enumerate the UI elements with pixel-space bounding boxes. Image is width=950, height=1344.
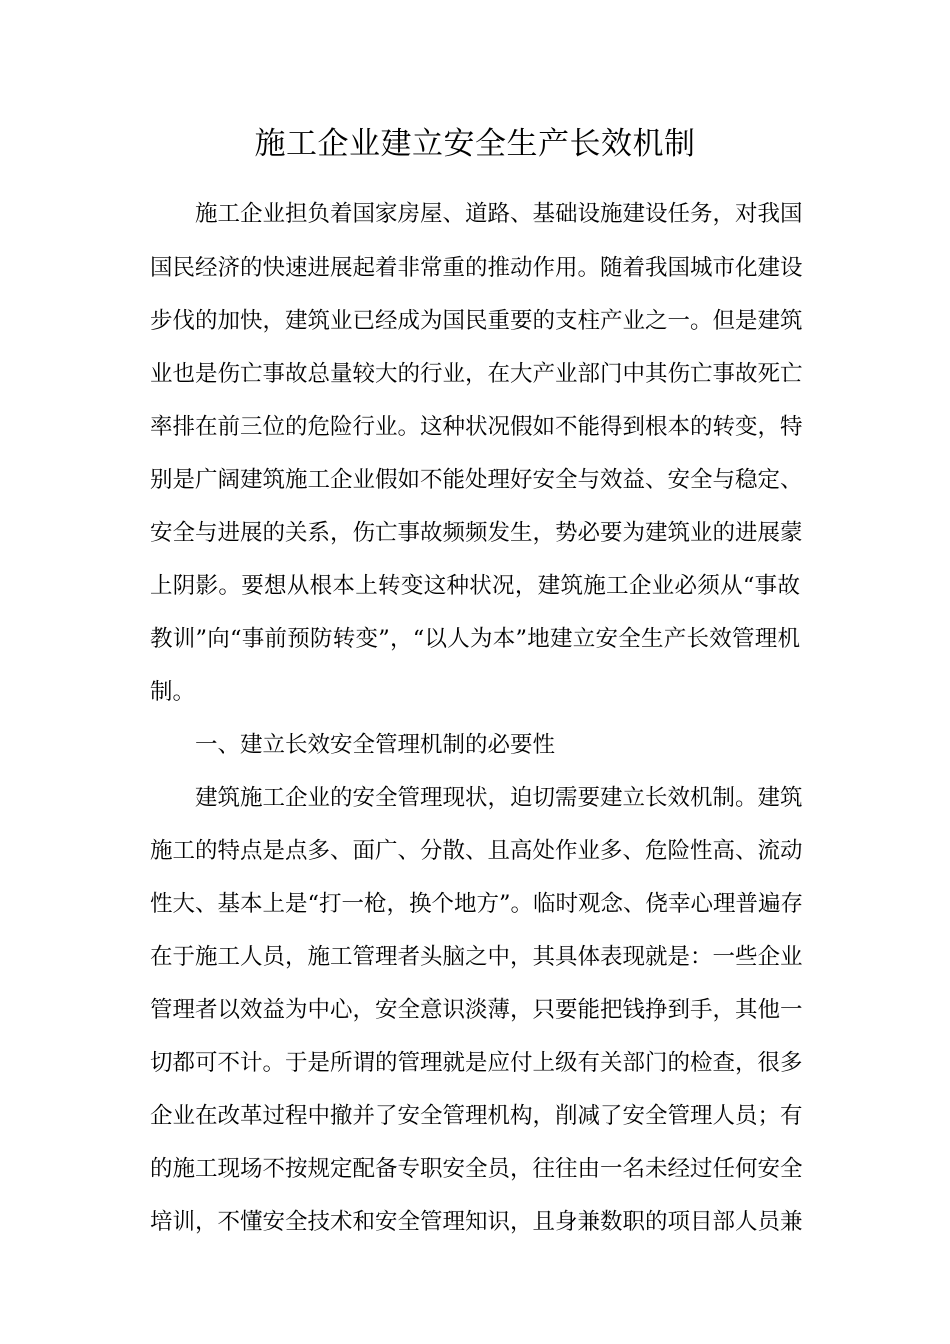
section-heading: 一、建立长效安全管理机制的必要性 bbox=[195, 732, 556, 758]
paragraph-line: 别是广阔建筑施工企业假如不能处理好安全与效益、安全与稳定、 bbox=[150, 467, 803, 493]
paragraph-line: 安全与进展的关系，伤亡事故频频发生，势必要为建筑业的进展蒙 bbox=[150, 520, 803, 546]
paragraph-line: 业也是伤亡事故总量较大的行业，在大产业部门中其伤亡事故死亡 bbox=[150, 361, 803, 387]
paragraph-line: 在于施工人员，施工管理者头脑之中，其具体表现就是：一些企业 bbox=[150, 944, 803, 970]
paragraph-line: 企业在改革过程中撤并了安全管理机构，削减了安全管理人员；有 bbox=[150, 1103, 803, 1129]
paragraph-line: 步伐的加快，建筑业已经成为国民重要的支柱产业之一。但是建筑 bbox=[150, 308, 803, 334]
paragraph-line: 培训，不懂安全技术和安全管理知识，且身兼数职的项目部人员兼 bbox=[150, 1209, 803, 1235]
paragraph-line: 建筑施工企业的安全管理现状，迫切需要建立长效机制。建筑 bbox=[195, 785, 803, 811]
document-title: 施工企业建立安全生产长效机制 bbox=[254, 126, 696, 162]
paragraph-line: 管理者以效益为中心，安全意识淡薄，只要能把钱挣到手，其他一 bbox=[150, 997, 803, 1023]
paragraph-line: 施工的特点是点多、面广、分散、且高处作业多、危险性高、流动 bbox=[150, 838, 803, 864]
paragraph-line: 国民经济的快速进展起着非常重的推动作用。随着我国城市化建设 bbox=[150, 255, 803, 281]
paragraph-line: 率排在前三位的危险行业。这种状况假如不能得到根本的转变，特 bbox=[150, 414, 803, 440]
paragraph-line: 的施工现场不按规定配备专职安全员，往往由一名未经过任何安全 bbox=[150, 1156, 803, 1182]
paragraph-line: 切都可不计。于是所谓的管理就是应付上级有关部门的检查，很多 bbox=[150, 1050, 803, 1076]
paragraph-line: 施工企业担负着国家房屋、道路、基础设施建设任务，对我国 bbox=[195, 201, 803, 227]
paragraph-line: 制。 bbox=[150, 679, 196, 705]
paragraph-line: 上阴影。要想从根本上转变这种状况，建筑施工企业必须从“事故 bbox=[150, 573, 800, 599]
paragraph-line: 性大、基本上是“打一枪，换个地方”。临时观念、侥幸心理普遍存 bbox=[150, 891, 804, 917]
paragraph-line: 教训”向“事前预防转变”，“以人为本”地建立安全生产长效管理机 bbox=[150, 626, 800, 652]
